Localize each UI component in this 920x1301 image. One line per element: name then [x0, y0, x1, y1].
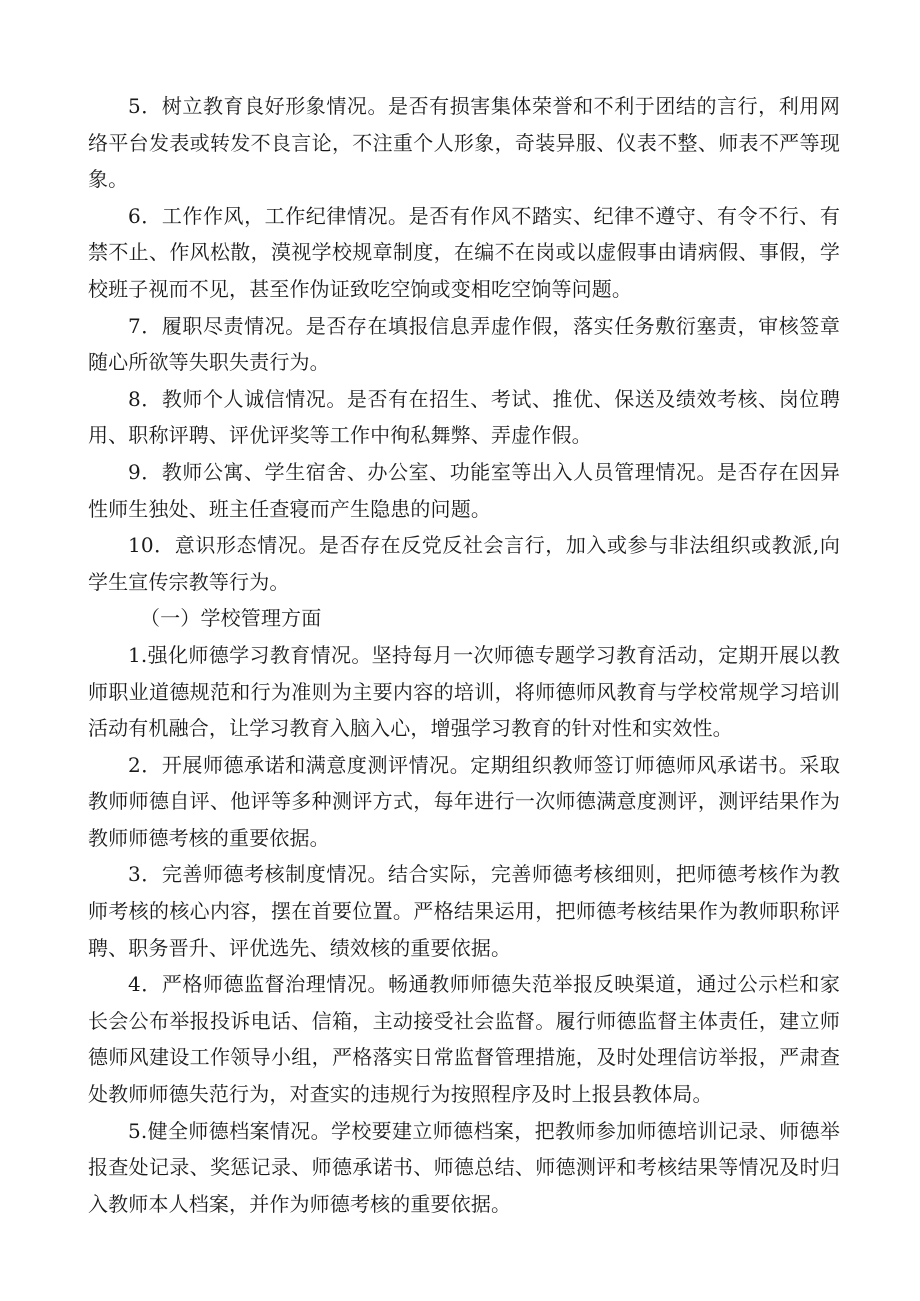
paragraph-item-9: 9．教师公寓、学生宿舍、办公室、功能室等出入人员管理情况。是否存在因异性师生独处、班主任查寝而产生隐患的问题。 — [88, 459, 840, 521]
section-heading: （一）学校管理方面 — [140, 606, 322, 631]
school-item-4: 4．严格师德监督治理情况。畅通教师师德失范举报反映渠道，通过公示栏和家长会公布举报投诉电话、信箱，主动接受社会监督。履行师德监督主体责任，建立师德师风建设工作领导小组，严格落实日常监督管理措施，及时处理信访举报，严肃查处教师师德失范行为，对查实的违规行为按照程序及时上报县教体局。 — [88, 972, 840, 1107]
paragraph-item-8: 8．教师个人诚信情况。是否有在招生、考试、推优、保送及绩效考核、岗位聘用、职称评聘、评优评奖等工作中徇私舞弊、弄虚作假。 — [88, 386, 840, 448]
paragraph-item-6: 6．工作作风，工作纪律情况。是否有作风不踏实、纪律不遵守、有令不行、有禁不止、作风松散，漠视学校规章制度，在编不在岗或以虚假事由请病假、事假，学校班子视而不见，甚至作伪证致吃空饷或变相吃空饷等问题。 — [88, 203, 840, 301]
school-item-3: 3．完善师德考核制度情况。结合实际，完善师德考核细则，把师德考核作为教师考核的核心内容，摆在首要位置。严格结果运用，把师德考核结果作为教师职称评聘、职务晋升、评优选先、绩效核的重要依据。 — [88, 862, 840, 960]
school-item-1: 1.强化师德学习教育情况。坚持每月一次师德专题学习教育活动，定期开展以教师职业道德规范和行为准则为主要内容的培训，将师德师风教育与学校常规学习培训活动有机融合，让学习教育入脑入心，增强学习教育的针对性和实效性。 — [88, 642, 840, 741]
paragraph-item-7: 7．履职尽责情况。是否存在填报信息弄虚作假，落实任务敷衍塞责，审核签章随心所欲等失职失责行为。 — [88, 313, 840, 375]
school-item-2: 2．开展师德承诺和满意度测评情况。定期组织教师签订师德师风承诺书。采取教师师德自评、他评等多种测评方式，每年进行一次师德满意度测评，测评结果作为教师师德考核的重要依据。 — [88, 752, 840, 850]
paragraph-item-5: 5．树立教育良好形象情况。是否有损害集体荣誉和不利于团结的言行，利用网络平台发表或转发不良言论，不注重个人形象，奇装异服、仪表不整、师表不严等现象。 — [88, 94, 840, 192]
paragraph-item-10: 10．意识形态情况。是否存在反党反社会言行，加入或参与非法组织或教派,向学生宣传宗教等行为。 — [88, 533, 840, 594]
document-page — [88, 88, 840, 1222]
school-item-5: 5.健全师德档案情况。学校要建立师德档案，把教师参加师德培训记录、师德举报查处记录、奖惩记录、师德承诺书、师德总结、师德测评和考核结果等情况及时归入教师本人档案，并作为师德考核的重要依据。 — [88, 1118, 840, 1216]
